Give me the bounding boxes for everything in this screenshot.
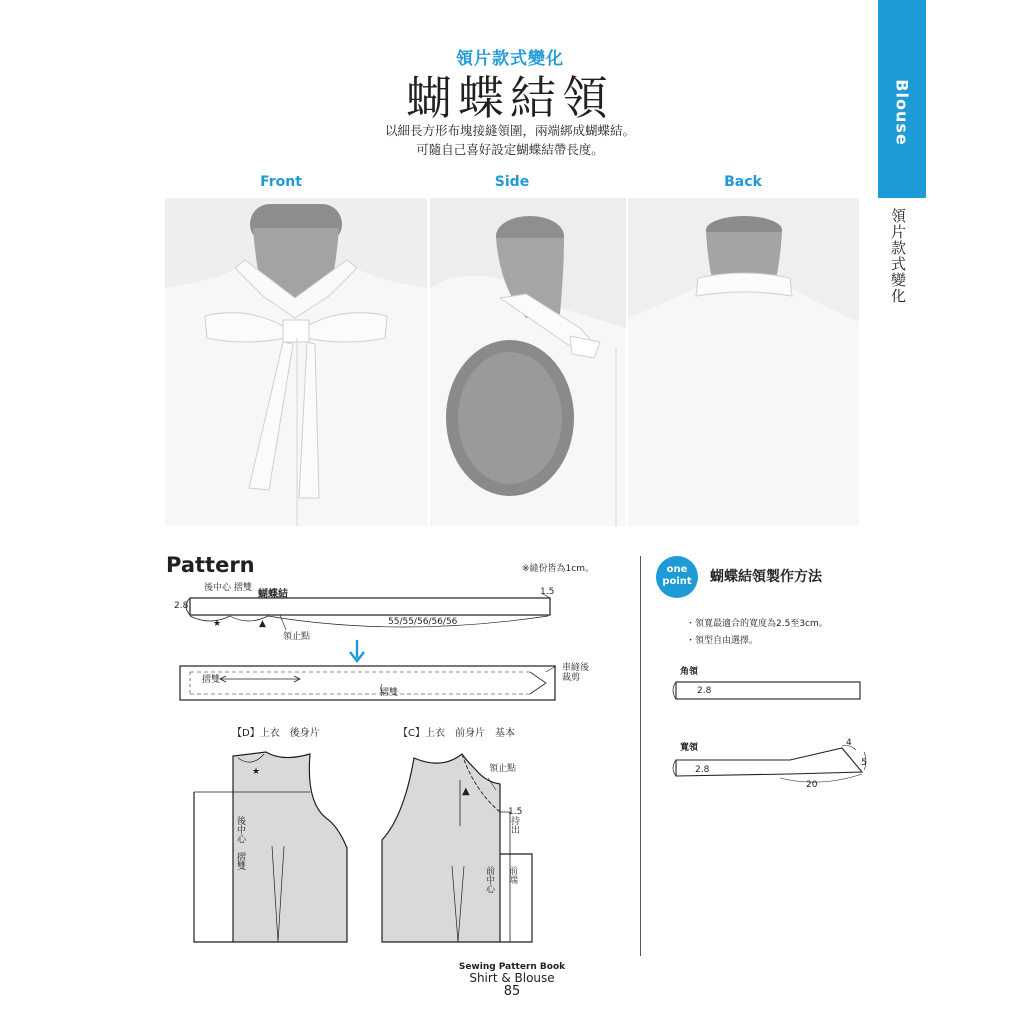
photo-side [430,198,626,526]
view-label-side: Side [494,174,530,190]
piece-front-label: 【C】上衣 前身片 基本 [398,728,515,739]
pattern-note: ※縫份皆為1cm。 [522,564,594,574]
wide-collar-strip [673,746,866,783]
side-tab-label: Blouse [892,78,912,146]
label-back-center: 後中心 [204,583,232,593]
svg-text:★: ★ [213,619,222,629]
photo-front [165,198,427,526]
back-photo-illustration [628,198,859,526]
footer-book-title: Sewing Pattern Book [458,962,566,972]
one-point-badge-line-1: one [666,564,688,575]
label-sew-then-cut-1: 車縫後 [562,663,590,673]
angle-collar-dim: 2.8 [697,686,712,696]
back-bodice-piece [194,752,347,942]
description-line-1: 以細長方形布塊接縫領圍，兩端綁成蝴蝶結。 [384,123,635,138]
label-bow: 蝴蝶結 [258,589,288,600]
side-vertical-text: 領片款式變化 [889,208,907,304]
one-point-badge-line-2: point [662,576,692,587]
method-title: 蝴蝶結領製作方法 [710,569,822,585]
dim-end-1-5: 1.5 [540,587,555,597]
front-photo-illustration [165,198,427,526]
dim-lengths: 55/55/56/56/56 [388,617,458,627]
side-tab [878,0,926,198]
description-line-2: 可隨自己喜好設定蝴蝶結帶長度。 [416,142,604,157]
svg-text:★: ★ [252,767,261,777]
wide-collar-dim-20: 20 [806,780,818,790]
side-photo-illustration [430,198,626,526]
label-front-edge-vertical: 前端 [507,866,517,884]
front-bodice-piece [382,754,532,942]
pattern-diagram [160,576,630,961]
wide-collar-dim-4: 4 [846,738,852,748]
page-description [300,121,720,159]
view-label-front: Front [260,174,302,190]
dim-width-2-8: 2.8 [174,601,189,611]
label-back-center-vertical: 後中心 [235,816,245,843]
svg-text:▲: ▲ [462,786,470,797]
section-divider [640,556,641,956]
wide-collar-label: 寬領 [680,743,699,753]
label-fold-vertical: 摺雙 [235,852,245,870]
svg-text:▲: ▲ [259,619,266,629]
page-number: 85 [503,984,521,999]
view-label-back: Back [724,174,762,190]
folded-strip [180,666,556,700]
pattern-title: Pattern [166,553,255,577]
label-collar-stop: 領止點 [283,632,311,642]
page-subtitle: 領片款式變化 [456,49,564,69]
down-arrow-icon [350,640,364,661]
angle-collar-label: 角領 [680,667,699,677]
photo-back [628,198,859,526]
piece-back-label: 【D】上衣 後身片 [232,728,320,739]
wide-collar-dim-5: 5 [861,758,867,768]
footer-book-subtitle: Shirt & Blouse [469,971,555,985]
one-point-badge [656,556,698,598]
bullet-2: ・領型自由選擇。 [686,636,759,646]
label-sew-then-cut-2: 裁剪 [562,673,581,683]
wide-collar-dim: 2.8 [695,765,710,775]
bullet-1: ・領寬最適合的寬度為2.5至3cm。 [686,619,828,629]
label-front-center-vertical: 前中心 [484,866,494,893]
label-collar-stop-2: 領止點 [489,764,517,774]
bow-strip [186,594,550,630]
label-fold-3: 摺雙 [380,688,399,698]
label-fold: 摺雙 [234,583,253,593]
method-bullets [686,616,828,650]
label-extension: 持出 [509,816,519,834]
page-title: 蝴蝶結領 [406,71,614,125]
label-fold-2: 摺雙 [202,675,221,685]
dim-extension-1-5: 1.5 [508,807,523,817]
